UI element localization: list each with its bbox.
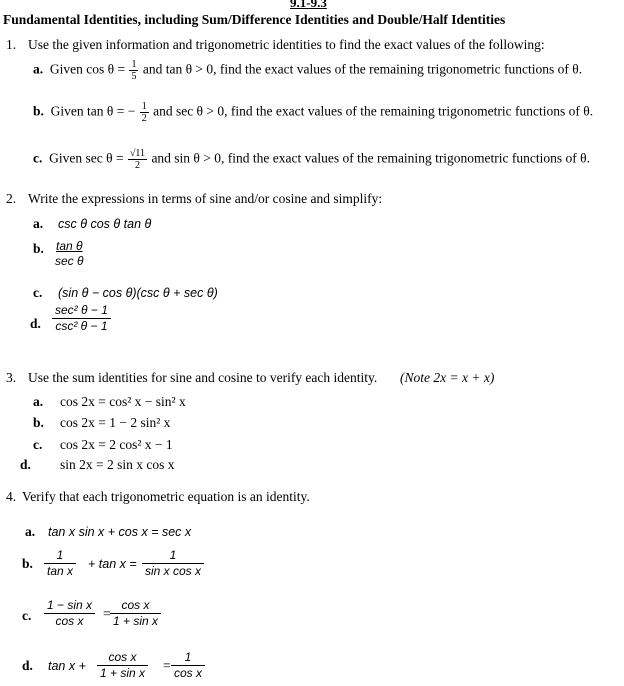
q1c-rest: and sin θ > 0, find the exact values of the remaining trigonometric functions of θ. [151, 150, 590, 166]
q3-prompt: Use the sum identities for sine and cosine to verify each identity. [28, 370, 378, 385]
q1b-fraction: $\frac{1}{2}$ [141, 101, 147, 124]
q1b-rest: and sec θ > 0, find the exact values of the remaining trigonometric functions of θ. [153, 103, 594, 119]
q4b-middle: + tan x = [88, 557, 137, 571]
q2b-label: b. [33, 241, 44, 256]
q1-prompt: Use the given information and trigonometric identities to find the exact values of the following: [28, 37, 545, 52]
q4a-label: a. [25, 524, 36, 539]
q1c-fraction: $\frac{√11}{2}$ [129, 148, 146, 171]
q2a-expr: csc θ cos θ tan θ [58, 217, 152, 231]
q4d-lead: tan x + [48, 659, 86, 673]
page-title: Fundamental Identities, including Sum/Difference Identities and Double/Half Identities [3, 12, 506, 27]
q1b-label: b. [33, 103, 44, 119]
q2d-label: d. [30, 316, 41, 331]
q3a-expr: cos 2x = cos² x − sin² x [60, 394, 186, 409]
q1a-given: Given cos θ = [49, 61, 126, 77]
q4d-fraction-left: cos x 1 + sin x [97, 650, 148, 681]
q1b-given: Given tan θ = − [50, 103, 136, 119]
q3d-expr: sin 2x = 2 sin x cos x [60, 457, 175, 472]
q2-prompt: Write the expressions in terms of sine and/or cosine and simplify: [28, 191, 383, 206]
q3d-label: d. [20, 457, 31, 472]
q4c-fraction-right: cos x 1 + sin x [110, 598, 161, 629]
q1c-label: c. [33, 150, 43, 166]
q4d-equals: = [163, 658, 171, 673]
q1a-rest: and tan θ > 0, find the exact values of the remaining trigonometric functions of θ. [142, 61, 583, 77]
q4b-fraction-right: 1 sin x cos x [142, 548, 204, 579]
q2a-label: a. [33, 216, 44, 231]
q4d-fraction-right: 1 cos x [171, 650, 205, 681]
q1b [33, 101, 593, 124]
q4b-fraction-left: 1 tan x [44, 548, 76, 579]
q2d-fraction: sec² θ − 1 csc² θ − 1 [52, 303, 111, 334]
q4c-equals: = [103, 606, 111, 621]
q4d-label: d. [22, 658, 33, 673]
section-number: 9.1-9.3 [290, 0, 327, 10]
q2c-label: c. [33, 285, 43, 300]
q2b-fraction: tan θ sec θ [55, 239, 84, 268]
q3c-expr: cos 2x = 2 cos² x − 1 [60, 437, 173, 452]
q4c-label: c. [22, 608, 32, 623]
q4a-expr: tan x sin x + cos x = sec x [48, 525, 192, 539]
q3-note: (Note 2x = x + x) [400, 370, 495, 385]
q1c [33, 148, 590, 171]
q4-number: 4. [6, 489, 17, 504]
q1a-fraction: $\frac{1}{5}$ [131, 59, 137, 82]
q2-number: 2. [6, 191, 17, 206]
q1a [33, 59, 582, 82]
q1-number: 1. [6, 37, 17, 52]
q3-number: 3. [6, 370, 17, 385]
q2c-expr: (sin θ − cos θ)(csc θ + sec θ) [58, 286, 218, 300]
q3c-label: c. [33, 437, 43, 452]
q4b-label: b. [22, 556, 33, 571]
q4-prompt: Verify that each trigonometric equation is an identity. [22, 489, 310, 504]
q4c-fraction-left: 1 − sin x cos x [44, 598, 95, 629]
q3a-label: a. [33, 394, 44, 409]
q1a-label: a. [33, 61, 44, 77]
q3b-expr: cos 2x = 1 − 2 sin² x [60, 415, 171, 430]
q1c-given: Given sec θ = [49, 150, 124, 166]
q3b-label: b. [33, 415, 44, 430]
